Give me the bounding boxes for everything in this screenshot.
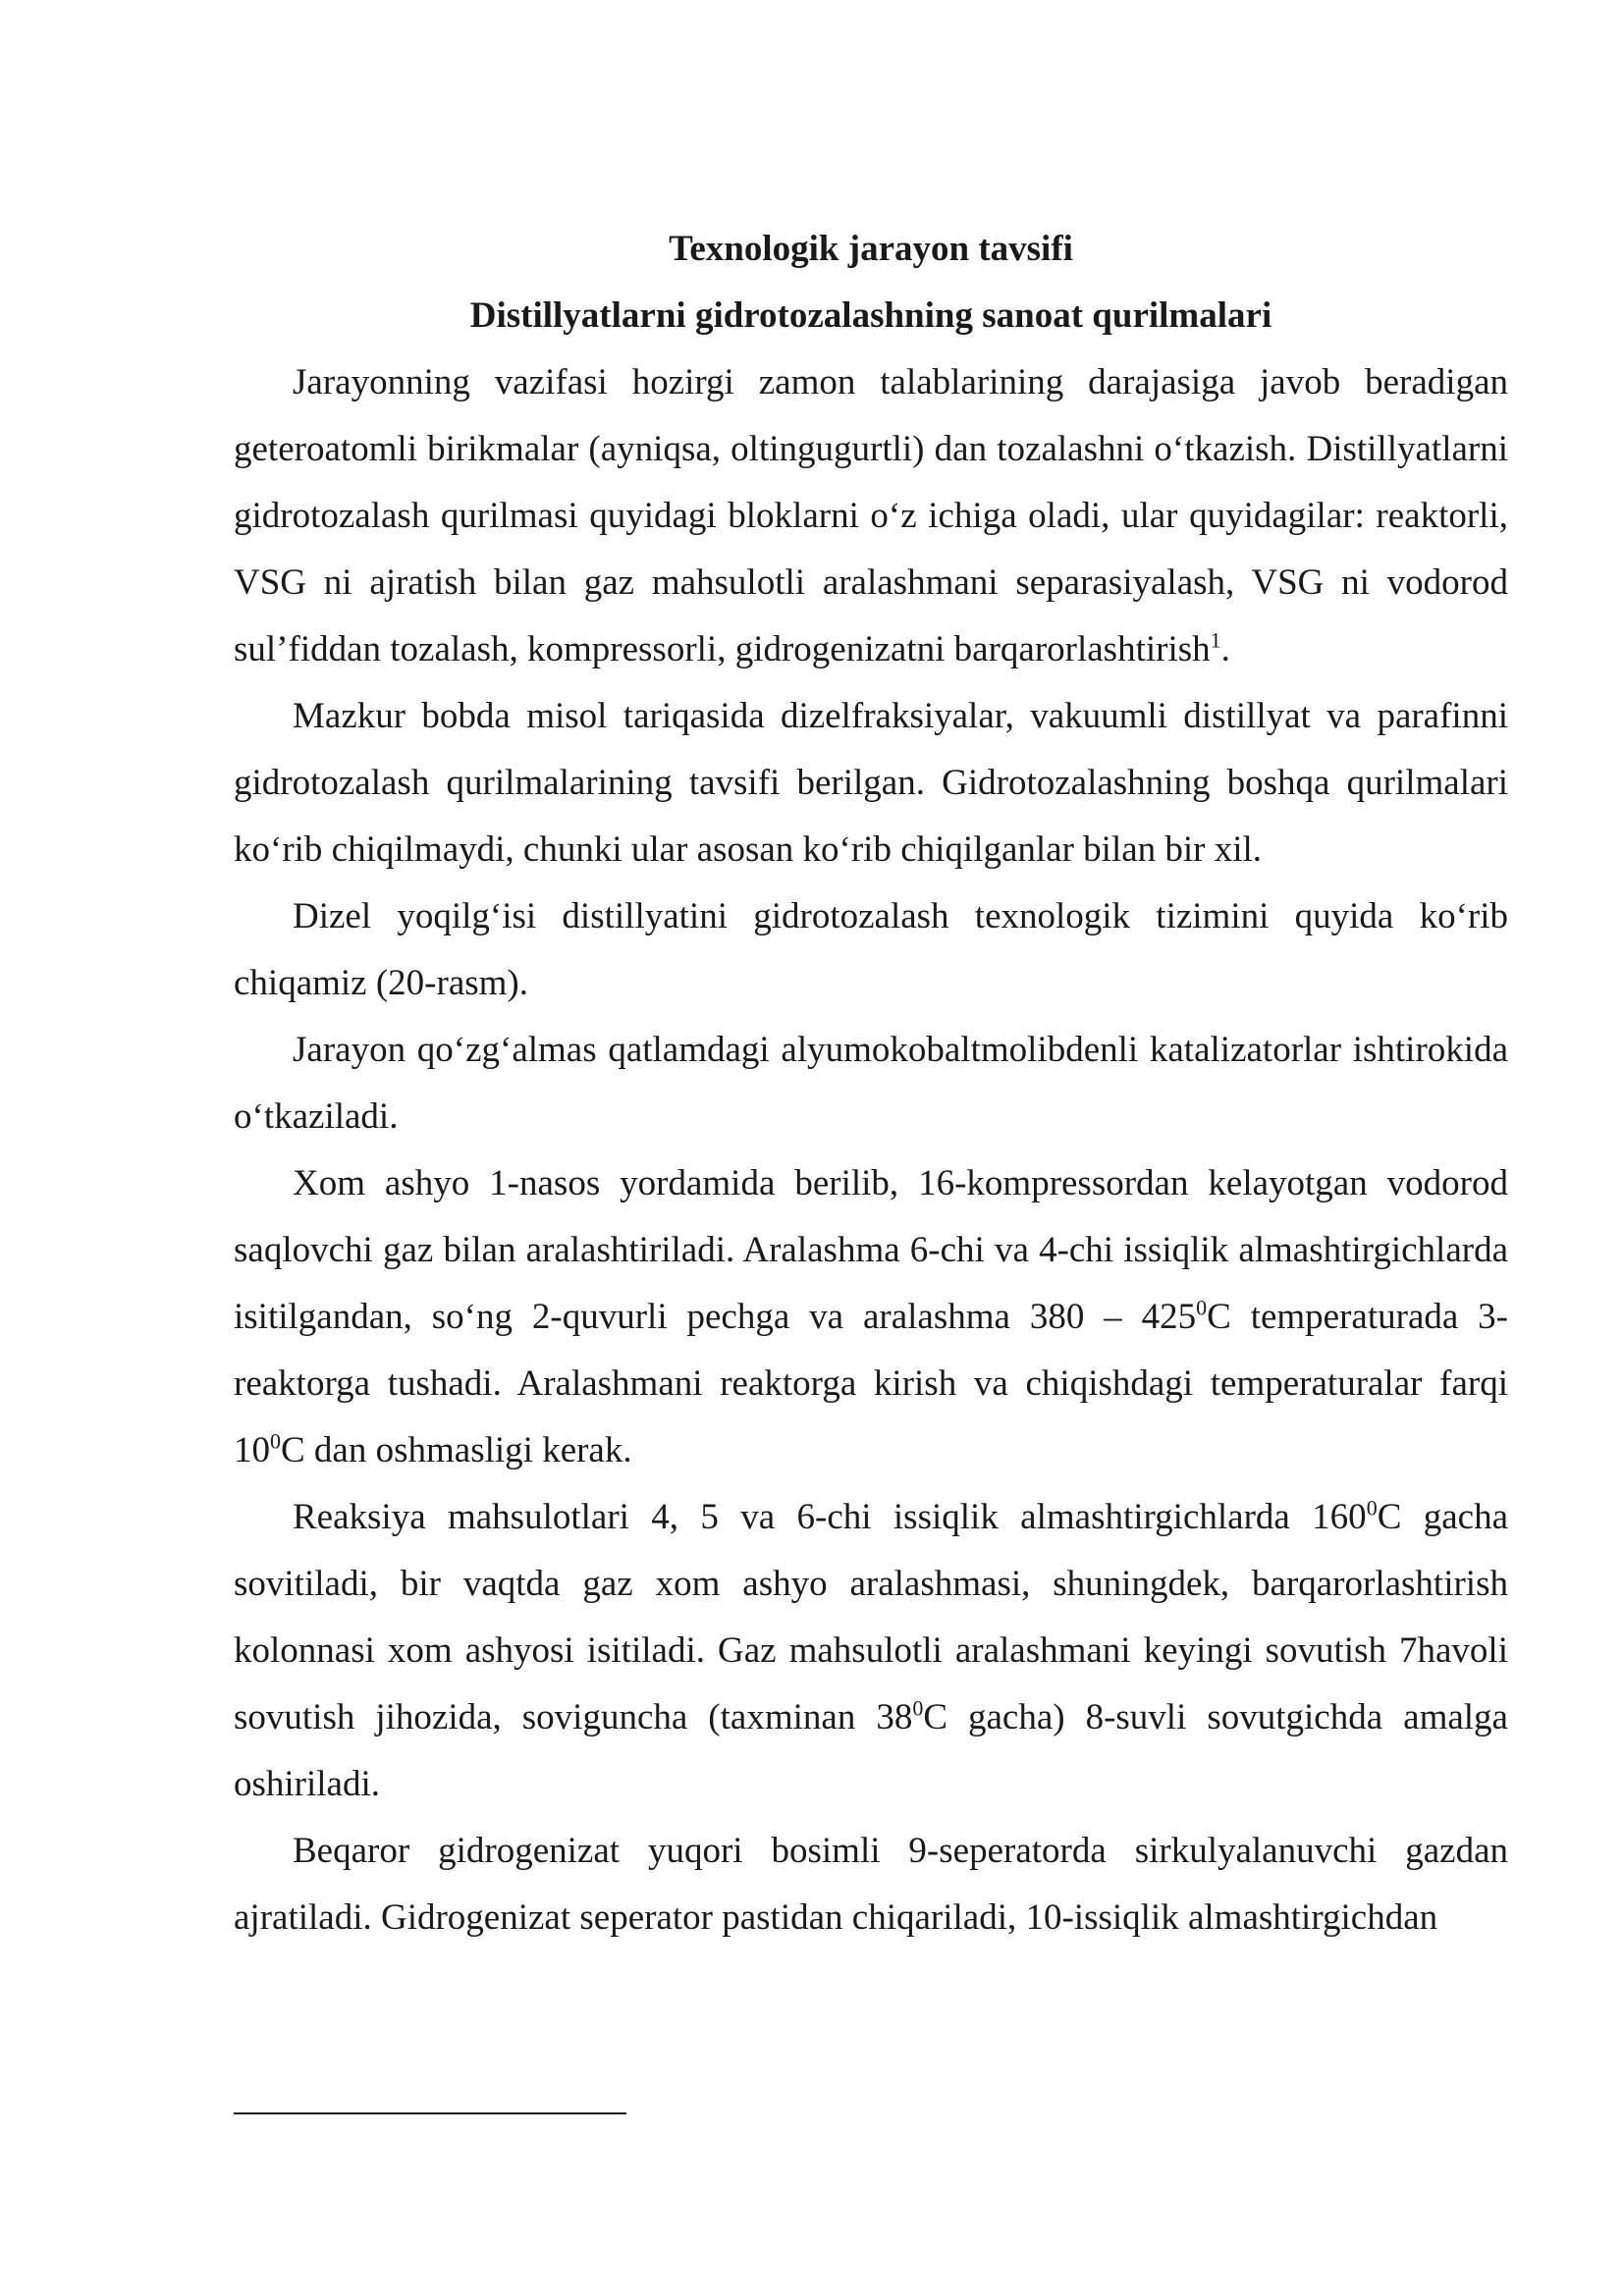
- paragraph-5-part-b: C temperaturada 3-reaktorga tushadi. Aralashmani reaktorga kirish va chiqishdagi temperaturalar farqi 10: [234, 1297, 1509, 1470]
- paragraph-6-part-a: Reaksiya mahsulotlari 4, 5 va 6-chi issiqlik almashtirgichlarda 160: [293, 1497, 1367, 1537]
- document-page: [234, 216, 1508, 1951]
- degree-superscript: 0: [270, 1428, 281, 1454]
- degree-superscript: 0: [1366, 1495, 1378, 1521]
- degree-superscript: 0: [912, 1695, 924, 1721]
- section-subtitle: Distillyatlarni gidrotozalashning sanoat qurilmalari: [469, 295, 1272, 336]
- paragraph-2: Mazkur bobda misol tariqasida dizelfraksiyalar, vakuumli distillyat va parafinni gidrotozalash qurilmalarining tavsifi berilgan. Gidrotozalashning boshqa qurilmalari ko‘rib chiqilmaydi, chunki ular asosan ko‘rib chiqilganlar bilan bir xil.: [234, 696, 1508, 870]
- paragraph-4: Jarayon qo‘zg‘almas qatlamdagi alyumokobaltmolibdenli katalizatorlar ishtirokida o‘tkaziladi.: [234, 1030, 1508, 1137]
- paragraph-1-text: Jarayonning vazifasi hozirgi zamon talablarining darajasiga javob beradigan geteroatomli birikmalar (ayniqsa, oltingugurtli) dan tozalashni o‘tkazish. Distillyatlarni gidrotozalash qurilmasi quyidagi bloklarni o‘z ichiga oladi, ular quyidagilar: reaktorli, VSG ni ajratish bilan gaz mahsulotli aralashmani separasiyalash, VSG ni vodorod sul’fiddan tozalash, kompressorli, gidrogenizatni barqarorlashtirish: [234, 362, 1508, 669]
- paragraph-5-part-c: C dan oshmasligi kerak.: [281, 1430, 632, 1470]
- paragraph-5: [234, 1150, 1508, 1484]
- paragraph-7: Beqaror gidrogenizat yuqori bosimli 9-seperatorda sirkulyalanuvchi gazdan ajratiladi. Gidrogenizat seperator pastidan chiqariladi, 10-issiqlik almashtirgichdan: [234, 1831, 1508, 1938]
- paragraph-5-part-a: Xom ashyo 1-nasos yordamida berilib, 16-kompressordan kelayotgan vodorod saqlovchi gaz bilan aralashtiriladi. Aralashma 6-chi va 4-chi issiqlik almashtirgichlarda isitilgandan, so‘ng 2-quvurli pechga va aralashma 380 – 425: [234, 1163, 1508, 1337]
- paragraph-1-end: .: [1220, 629, 1230, 669]
- footnote-separator: [234, 2112, 626, 2114]
- paragraph-3: Dizel yoqilg‘isi distillyatini gidrotozalash texnologik tizimini quyida ko‘rib chiqamiz (20-rasm).: [234, 896, 1508, 1003]
- paragraph-6-part-b: C gacha sovitiladi, bir vaqtda gaz xom ashyo aralashmasi, shuningdek, barqarorlashtirish kolonnasi xom ashyosi isitiladi. Gaz mahsulotli aralashmani keyingi sovutish 7havoli sovutish jihozida, soviguncha (taxminan 38: [234, 1497, 1508, 1737]
- degree-superscript: 0: [1196, 1295, 1208, 1320]
- paragraph-1: [234, 349, 1508, 683]
- document-title: Texnologik jarayon tavsifi: [669, 229, 1073, 269]
- footnote-reference[interactable]: 1: [1210, 627, 1221, 653]
- paragraph-6-part-c: C gacha) 8-suvli sovutgichda amalga oshiriladi.: [234, 1697, 1508, 1804]
- paragraph-6: [234, 1484, 1508, 1818]
